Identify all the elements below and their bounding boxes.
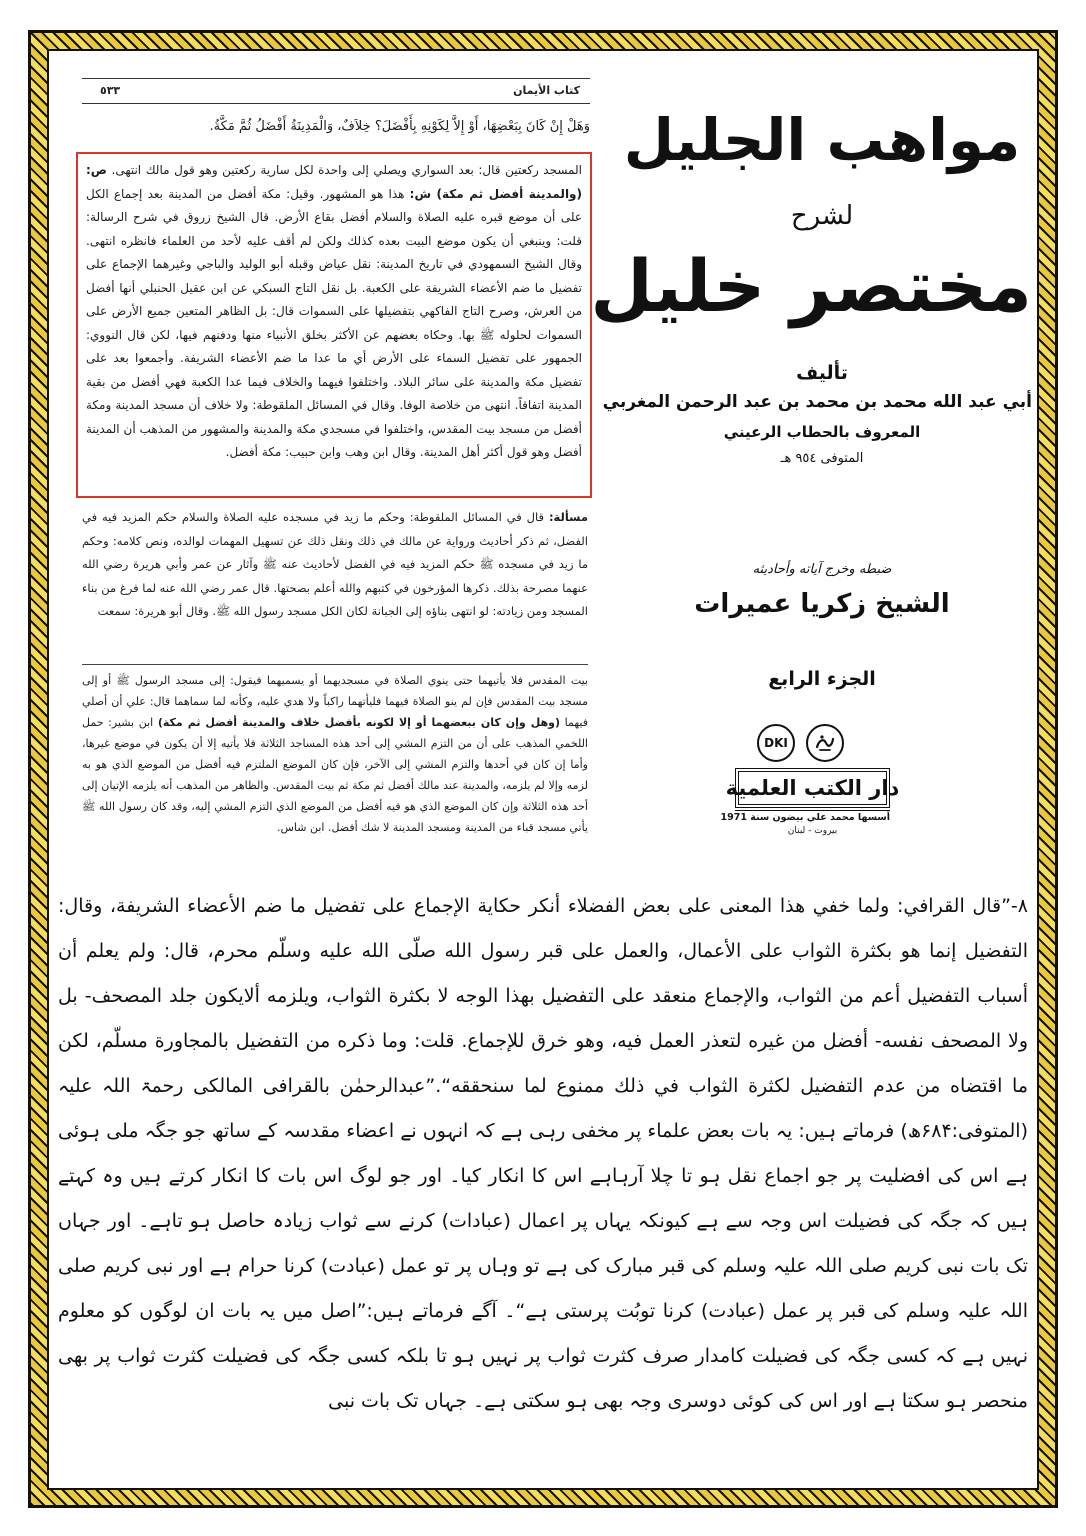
- footnote-separator: [82, 664, 588, 665]
- publisher-name-box: [725, 768, 900, 808]
- book-title-connector: لشرح: [790, 201, 854, 231]
- footnote-bold-matn: (وهل وإن كان ببعضهما أو إلا لكونه بأفضل خلاف والمدينة أفضل ثم مكة): [157, 716, 560, 729]
- continuation-text: قال في المسائل الملقوطة: وحكم ما زيد في مسجده عليه الصلاة والسلام حكم المزيد فيه في الفضل، ثم ذكر أحاديث ورواية عن مالك في ذلك ونقل ذلك عن تسهيل المهمات لوالده، ونص كلامه: وحكم ما زيد في مسجده ﷺ حكم المزيد فيه في الفضل لأحاديث عنه ﷺ وآثار عن عمر وأبي هريرة رضي الله عنهما مصرحة بذلك. ذكرها المؤرخون في كتبهم والله أعلم بصحتها. قال عمر رضي الله عنه لما فرغ من بناء المسجد ومن زيادته: لو انتهى بناؤه إلى الجبانة لكان الكل مسجد رسول الله ﷺ. وقال أبو هريرة: سمعت: [82, 510, 588, 618]
- highlight-bold-matn: ص: (والمدينة أفضل ثم مكة) ش:: [86, 163, 582, 201]
- calligraphy-mark-icon: [810, 728, 840, 758]
- footnote-paragraph: [82, 670, 588, 838]
- book-page-scan: [76, 76, 592, 866]
- page-number: ٥٣٣: [100, 84, 121, 97]
- urdu-translation: ”عبدالرحمٰن بالقرافی المالکی رحمۃ اللہ علیہ (المتوفی:۶۸۴ھ) فرماتے ہیں: یہ بات بعض علماء پر مخفی رہی ہے کہ انہوں نے اعضاء مقدسہ کے ساتھ جو جگہ ملی ہوئی ہے اس کی افضلیت پر جو اجماع نقل ہو تا چلا آرہاہے اس کا انکار کیا۔ اور جو لوگ اس بات کا انکار کرتے ہیں وہ کہتے ہیں کہ جگہ کی فضیلت اس وجہ سے ہے کیونکہ یہاں پر اعمال (عبادات) کرنے سے ثواب زیادہ حاصل ہو تاہے۔ اور جہاں تک بات نبی کریم صلی اللہ علیہ وسلم کی قبر مبارک کی ہے تو وہاں پر تو عمل (عبادت) کرنا حرام ہے اور نبی کریم صلی اللہ علیہ وسلم کی قبر پر عمل (عبادت) کرنا توبُت پرستی ہے“۔ آگے فرماتے ہیں:”اصل میں یہ بات ان لوگوں کو معلوم نہیں ہے کہ کسی جگہ کی فضیلت کامدار صرف کثرت ثواب پر نہیں ہو تا بلکہ کسی جگہ کی فضیلت کثرت ثواب پر بھی منحصر ہو سکتا ہے اور اس کی کوئی دوسری وجہ بھی ہو سکتی ہے۔ جہاں تک بات نبی: [58, 1075, 1028, 1412]
- publisher-name: دار الكتب العلمية: [725, 776, 900, 800]
- scan-page-header: [82, 78, 590, 104]
- volume-label: الجزء الرابع: [768, 668, 876, 690]
- editor-label: ضبطه وخرج آياته وأحاديثه: [752, 562, 892, 577]
- commentary-paragraph: [58, 884, 1028, 1424]
- commentary-section: [58, 884, 1028, 1486]
- highlighted-passage: [76, 152, 592, 498]
- footnote-text-b: ابن بشير: حمل اللخمي المذهب على أن من التزم المشي إلى أحد هذه المساجد الثلاثة فلا يأتيه إلا أن يكون في موضع غيرها، وأما إن كان في أحدها والتزم المشي إلى الآخر، فإن كان الموضع الملتزم فيه أفضل من الموضع الذي هو به لزمه وإلا لم يلزمه، والمدينة عند مالك أفضل ثم مكة ثم بيت المقدس. والظاهر من المذهب أنه يلزمه الإتيان إلى أحد هذه الثلاثة وإن كان الموضع الذي هو فيه أفضل من الموضع الذي التزم المشي إليه، وقد كان رسول الله ﷺ يأتي مسجد قباء من المدينة ومسجد المدينة لا شك أفضل. ابن شاس.: [82, 716, 588, 834]
- matn-line: وَهَلْ إِنْ كَانَ بِبَعْضِهَا، أَوْ إِلاَّ لِكَوْنِهِ بِأَفْضَلَ؟ خِلاَفٌ، وَالْمَدِينَةُ أَفْضَلُ ثُمَّ مَكَّةُ.: [209, 119, 590, 134]
- editor-name: الشيخ زكريا عميرات: [694, 589, 950, 619]
- arabic-quote: ٨-”قال القرافي: ولما خفي هذا المعنى على بعض الفضلاء أنكر حكاية الإجماع على تفضيل ما ضم الأعضاء الشريفة، وقال: التفضيل إنما هو بكثرة الثواب على الأعمال، والعمل على قبر رسول الله صلّى الله عليه وسلّم محرم، قال: ولم يعلم أن أسباب التفضيل أعم من الثواب، والإجماع منعقد على التفضيل بهذا الوجه لا بكثرة الثواب، ويلزمه ألايكون جلد المصحف- بل ولا المصحف نفسه- أفضل من غيره لتعذر العمل فيه، وهو خرق للإجماع. قلت: وما ذكره من التفضيل بالمجاورة مسلّم، لكن ما اقتضاه من عدم التفضيل لكثرة الثواب في ذلك ممنوع لما سنحققه“.: [58, 895, 1028, 1097]
- highlighted-paragraph: [86, 159, 582, 465]
- author-label: تأليف: [796, 362, 848, 384]
- publisher-founded: أسسها محمد علي بيضون سنة 1971: [720, 812, 890, 823]
- continuation-passage: [82, 506, 588, 658]
- highlight-text-b: هذا هو المشهور. وقيل: مكة أفضل من المدينة بعد إجماع الكل على أن موضع قبره عليه الصلاة والسلام أفضل بقاع الأرض. قال الشيخ زروق في شرح الرسالة: قلت: وينبغي أن يكون موضع البيت بعده كذلك ولكن لم أقف عليه لأحد من العلماء فانظره انتهى. وقال الشيخ السمهودي في تاريخ المدينة: نقل عياض وقبله أبو الوليد والباجي وغيرهما الإجماع على تفضيل ما ضم الأعضاء الشريفة على الكعبة. بل نقل التاج السبكي عن ابن عقيل الحنبلي أنها أفضل من العرش، وصرح التاج الفاكهي بتفضيلها على السموات قال: بل الظاهر المتعين جميع الأرض على السموات لحلوله ﷺ بها. وحكاه بعضهم عن الأكثر بخلق الأنبياء منها ودفنهم فيها، لكن قال النووي: الجمهور على تفضيل السماء على الأرض أي ما عدا ما ضم الأعضاء الشريفة. وأجمعوا بعد على تفضيل مكة والمدينة على سائر البلاد. واختلفوا فيهما والخلاف فيما عدا الكعبة فهي أفضل من بقية المدينة اتفاقاً. انتهى من خلاصة الوفا. وقال في المسائل الملقوطة: ولا خلاف أن مسجد المدينة ومكة أفضل من مسجد بيت المقدس، واختلفوا في مسجدي مكة والمدينة والمشهور من المذهب أن المدينة أفضل وهو قول أكثر أهل المدينة. وقال ابن وهب وابن حبيب: مكة أفضل.: [86, 186, 582, 459]
- author-death-year: المتوفى ٩٥٤ هـ: [780, 451, 864, 466]
- publisher-city: بيروت - لبنان: [787, 826, 838, 836]
- chapter-title: كتاب الأيمان: [513, 84, 580, 97]
- author-known-as: المعروف بالحطاب الرعيني: [723, 423, 921, 441]
- author-name: أبي عبد الله محمد بن محمد بن عبد الرحمن المغربي: [602, 392, 1032, 412]
- book-title-main: مواهب الجليل: [623, 106, 1021, 174]
- footnote-text-a: بيت المقدس فلا يأتيهما حتى ينوي الصلاة في مسجديهما أو يسميهما فيقول: إلى مسجد الرسول ﷺ أو إلى مسجد بيت المقدس فإن لم ينو الصلاة فيهما فليأتهما راكباً ولا هدي عليه، وكأنه لما سماهما قال: علي أن أصلي فيهما: [82, 674, 588, 729]
- masala-label: مسألة:: [548, 510, 588, 524]
- book-title-page: [590, 90, 1032, 850]
- dki-logo: DKI: [757, 724, 795, 762]
- continuation-paragraph: [82, 506, 588, 624]
- highlight-text-a: المسجد ركعتين قال: بعد السواري ويصلي إلى واحدة لكل سارية ركعتين وهو قول مالك انتهى.: [106, 163, 582, 177]
- book-title-sub: مختصر خليل: [590, 244, 1032, 328]
- calligraphic-circle-logo: [806, 724, 844, 762]
- footnote-passage: [82, 670, 588, 862]
